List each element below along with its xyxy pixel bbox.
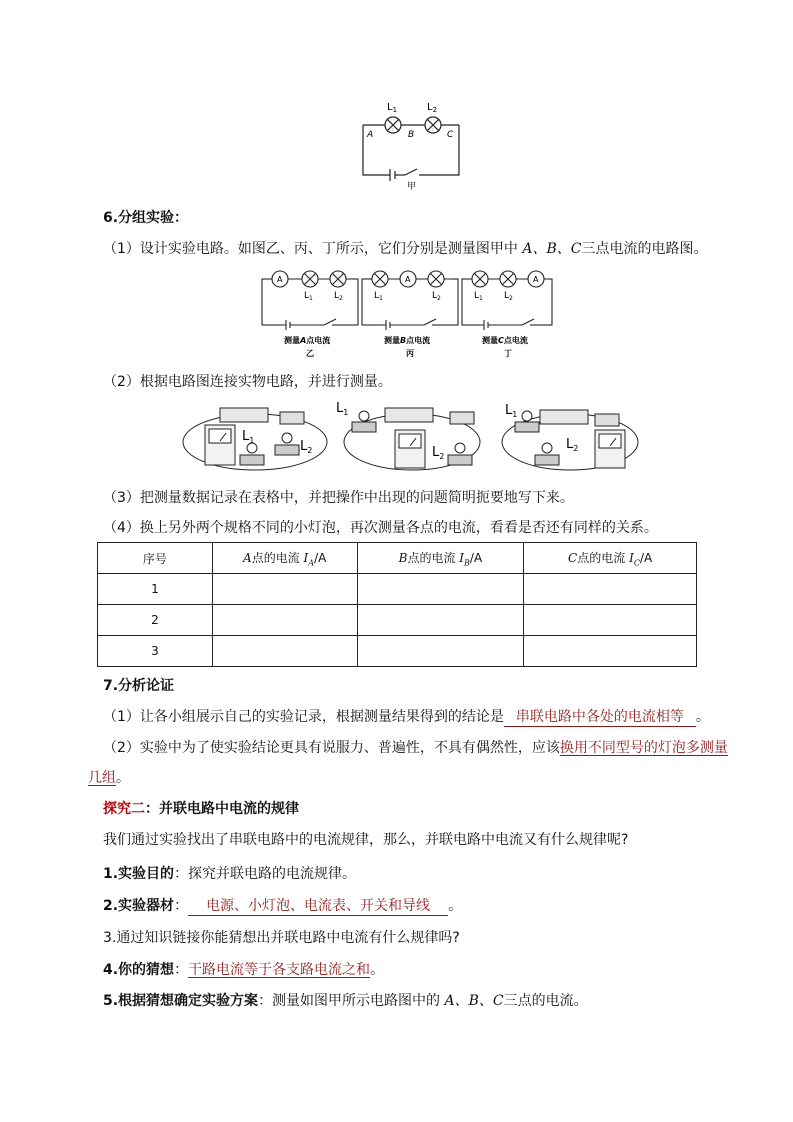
explore2-equipment: 2.实验器材： 电源、小灯泡、电流表、开关和导线 。 [103, 898, 463, 914]
caption-yi: 测量A点电流 [284, 336, 331, 345]
lamp-label: $L_2$ [432, 445, 445, 461]
ammeter-icon: A [405, 275, 411, 284]
lamp-label: $L_2$ [300, 439, 313, 455]
section7-item1: （1）让各小组展示自己的实验记录，根据测量结果得到的结论是 串联电路中各处的电流相等 。 [103, 709, 710, 725]
section6-item4: （4）换上另外两个规格不同的小灯泡，再次测量各点的电流，看看是否还有同样的关系。 [103, 520, 658, 536]
lamp-label: $L_1$ [374, 291, 383, 302]
lamp-l1-label: $L_1$ [387, 102, 398, 114]
section6-item3: （3）把测量数据记录在表格中，并把操作中出现的问题简明扼要地写下来。 [103, 490, 574, 506]
measurement-table [97, 542, 697, 667]
caption-bing: 测量B点电流 [384, 336, 431, 345]
caption-ding: 测量C点电流 [482, 336, 528, 345]
figure-caption-jia: 甲 [407, 182, 417, 192]
section6-item2: （2）根据电路图连接实物电路，并进行测量。 [103, 374, 392, 390]
answer-guess: 干路电流等于各支路电流之和 [188, 962, 371, 978]
item1-text: （1）设计实验电路。如图乙、丙、丁所示，它们分别是测量图甲中 [103, 241, 518, 257]
table-cell[interactable] [524, 636, 697, 667]
explore2-intro: 我们通过实验找出了串联电路中的电流规律，那么，并联电路中电流又有什么规律呢? [103, 832, 629, 848]
label-yi: 乙 [306, 349, 314, 358]
table-row [98, 636, 697, 667]
table-cell[interactable] [524, 574, 697, 605]
answer-equipment: 电源、小灯泡、电流表、开关和导线 [188, 898, 448, 916]
item1-tail: 三点电流的电路图。 [581, 241, 708, 257]
circuit-diagram-jia [355, 96, 465, 192]
lamp-label: $L_2$ [334, 291, 343, 302]
point-a-label: A [367, 130, 374, 140]
section6-item1 [103, 239, 707, 259]
answer-method-b: 几组 [88, 770, 116, 786]
explore2-heading: 探究二：并联电路中电流的规律 [103, 801, 299, 817]
lamp-label: $L_1$ [336, 401, 349, 417]
ammeter-icon: A [533, 275, 539, 284]
header-index: 序号 [98, 543, 213, 574]
table-cell[interactable] [212, 574, 357, 605]
lamp-label: $L_2$ [566, 437, 579, 453]
point-b-label: B [408, 130, 415, 140]
explore2-heading-red: 探究二 [103, 801, 145, 817]
item1-points: A、B、C [522, 241, 582, 257]
lamp-label: $L_1$ [474, 291, 483, 302]
lamp-l2-label: $L_2$ [427, 102, 438, 114]
explore2-purpose: 1.实验目的：探究并联电路的电流规律。 [103, 866, 357, 882]
table-cell[interactable] [212, 605, 357, 636]
lamp-label: $L_1$ [242, 429, 255, 445]
answer-method-a: 换用不同型号的灯泡多测量 [559, 740, 728, 756]
lamp-label: $L_1$ [304, 291, 313, 302]
table-row [98, 605, 697, 636]
table-header-row [98, 543, 697, 574]
lamp-label: $L_2$ [432, 291, 441, 302]
header-current-b: B点的电流 $I_B/A$ [357, 543, 524, 574]
row-index: 1 [98, 574, 213, 605]
section7-heading: 7.分析论证 [103, 678, 175, 694]
label-ding: 丁 [504, 349, 512, 358]
section7-item2-cont: 几组。 [88, 770, 130, 786]
row-index: 3 [98, 636, 213, 667]
ammeter-icon: A [277, 275, 283, 284]
table-cell[interactable] [357, 636, 524, 667]
table-cell[interactable] [524, 605, 697, 636]
label-bing: 丙 [406, 349, 414, 358]
section7-item2: （2）实验中为了使实验结论更具有说服力、普遍性，不具有偶然性，应该换用不同型号的灯泡多测量 [103, 740, 728, 756]
circuit-diagrams-yi-bing-ding [258, 265, 554, 359]
section6-heading: 6.分组实验： [103, 210, 189, 226]
table-cell[interactable] [357, 574, 524, 605]
row-index: 2 [98, 605, 213, 636]
table-cell[interactable] [212, 636, 357, 667]
header-current-c: C点的电流 $I_C/A$ [524, 543, 697, 574]
header-current-a: A点的电流 $I_A/A$ [212, 543, 357, 574]
explore2-question: 3.通过知识链接你能猜想出并联电路中电流有什么规律吗? [103, 930, 460, 946]
table-cell[interactable] [357, 605, 524, 636]
table-row [98, 574, 697, 605]
explore2-plan: 5.根据猜想确定实验方案：测量如图甲所示电路图中的 A、B、C三点的电流。 [103, 993, 588, 1009]
lamp-label: $L_1$ [505, 403, 518, 419]
lamp-label: $L_2$ [504, 291, 513, 302]
point-c-label: C [447, 130, 454, 140]
explore2-guess: 4.你的猜想：干路电流等于各支路电流之和。 [103, 962, 385, 978]
answer-series-conclusion: 串联电路中各处的电流相等 [504, 709, 696, 727]
physical-circuit-illustrations [180, 400, 640, 480]
